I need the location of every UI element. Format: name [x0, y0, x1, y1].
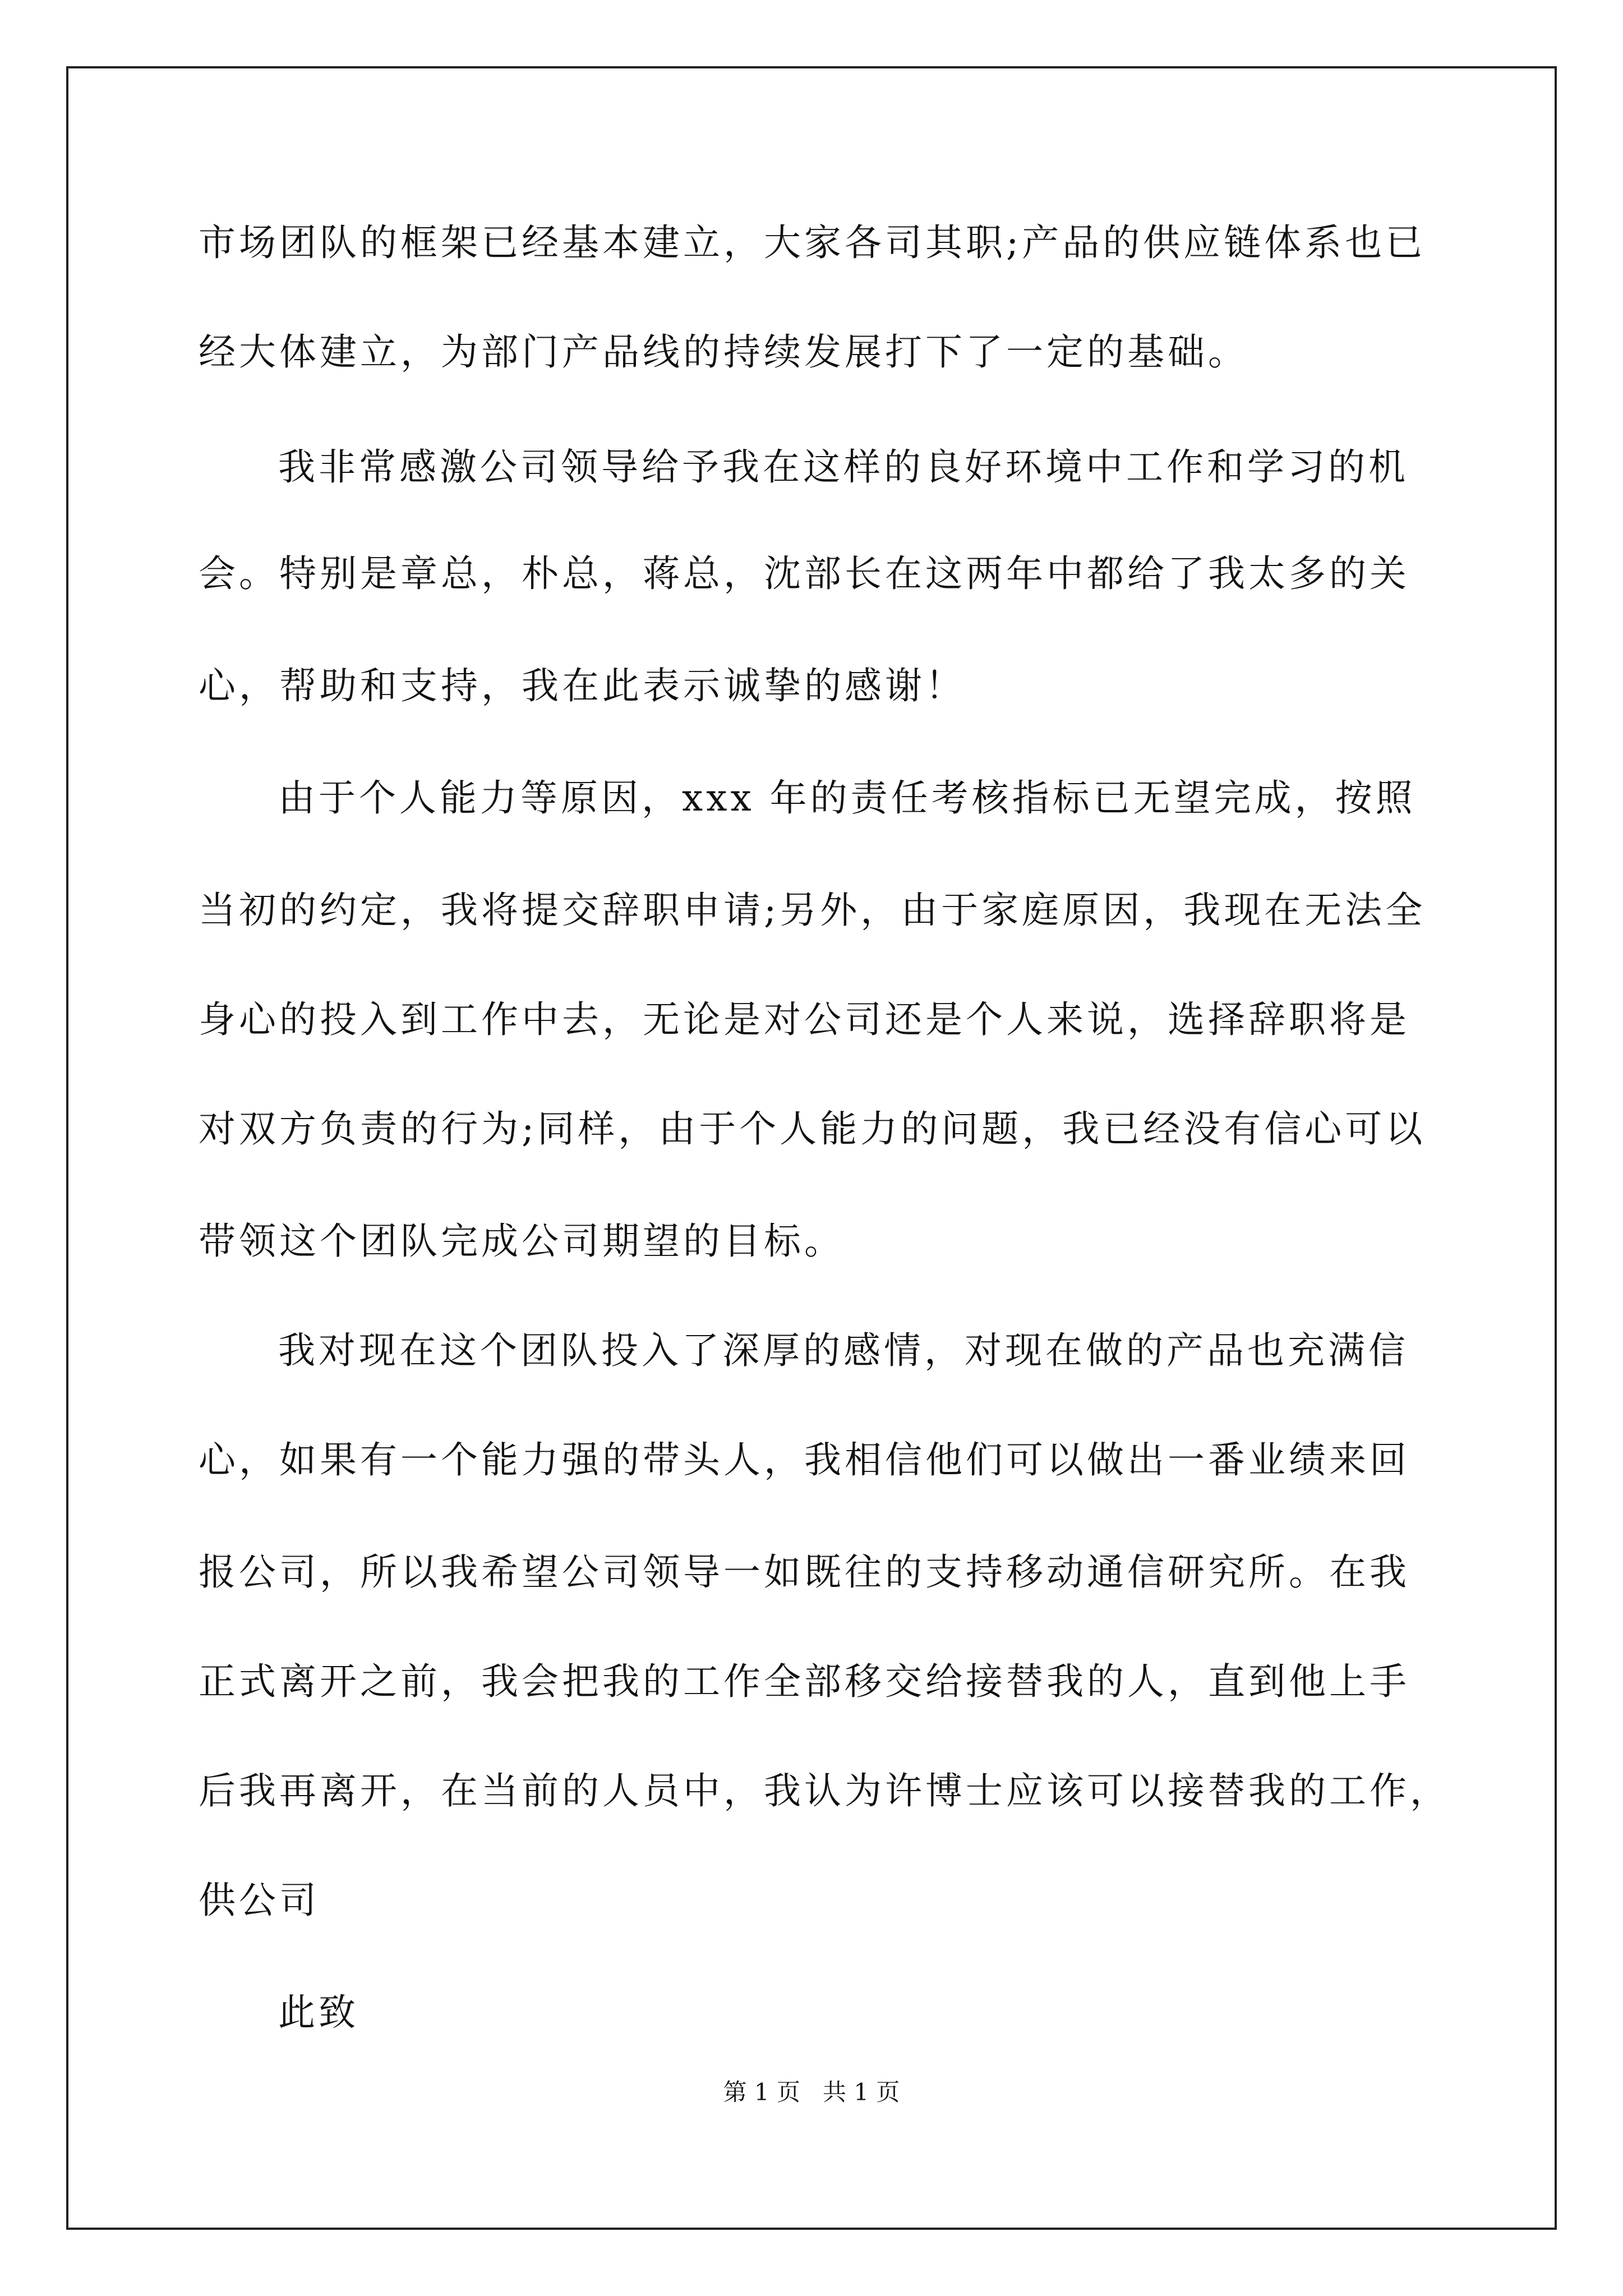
text-line: 当初的约定，我将提交辞职申请;另外，由于家庭原因，我现在无法全 — [199, 889, 1426, 932]
closing-salutation: 此致 — [278, 1991, 359, 2034]
text-line: 报公司，所以我希望公司领导一如既往的支持移动通信研究所。在我 — [199, 1550, 1410, 1594]
text-line: 经大体建立，为部门产品线的持续发展打下了一定的基础。 — [199, 330, 1248, 374]
text-line: 供公司 — [199, 1879, 320, 1922]
text-line: 正式离开之前，我会把我的工作全部移交给接替我的人，直到他上手 — [199, 1660, 1410, 1703]
text-line: 心，帮助和支持，我在此表示诚挚的感谢！ — [199, 664, 966, 707]
page-number-current: 第 1 页 — [723, 2078, 800, 2106]
text-line: 会。特别是章总，朴总，蒋总，沈部长在这两年中都给了我太多的关 — [199, 552, 1410, 595]
text-line: 带领这个团队完成公司期望的目标。 — [199, 1220, 845, 1263]
paragraph-start-line: 我非常感激公司领导给予我在这样的良好环境中工作和学习的机 — [278, 445, 1409, 489]
paragraph-start-line: 由于个人能力等原因，xxx 年的责任考核指标已无望完成，按照 — [278, 776, 1416, 820]
text-line: 对双方负责的行为;同样，由于个人能力的问题，我已经没有信心可以 — [199, 1107, 1426, 1151]
text-line: 市场团队的框架已经基本建立，大家各司其职;产品的供应链体系也已 — [199, 221, 1426, 264]
text-line: 身心的投入到工作中去，无论是对公司还是个人来说，选择辞职将是 — [199, 998, 1410, 1041]
page-footer — [0, 2076, 1623, 2109]
text-line: 后我再离开，在当前的人员中，我认为许博士应该可以接替我的工作， — [199, 1769, 1450, 1812]
paragraph-start-line: 我对现在这个团队投入了深厚的感情，对现在做的产品也充满信 — [278, 1329, 1409, 1372]
page-number-total: 共 1 页 — [823, 2078, 900, 2106]
text-line: 心，如果有一个能力强的带头人，我相信他们可以做出一番业绩来回 — [199, 1438, 1410, 1481]
